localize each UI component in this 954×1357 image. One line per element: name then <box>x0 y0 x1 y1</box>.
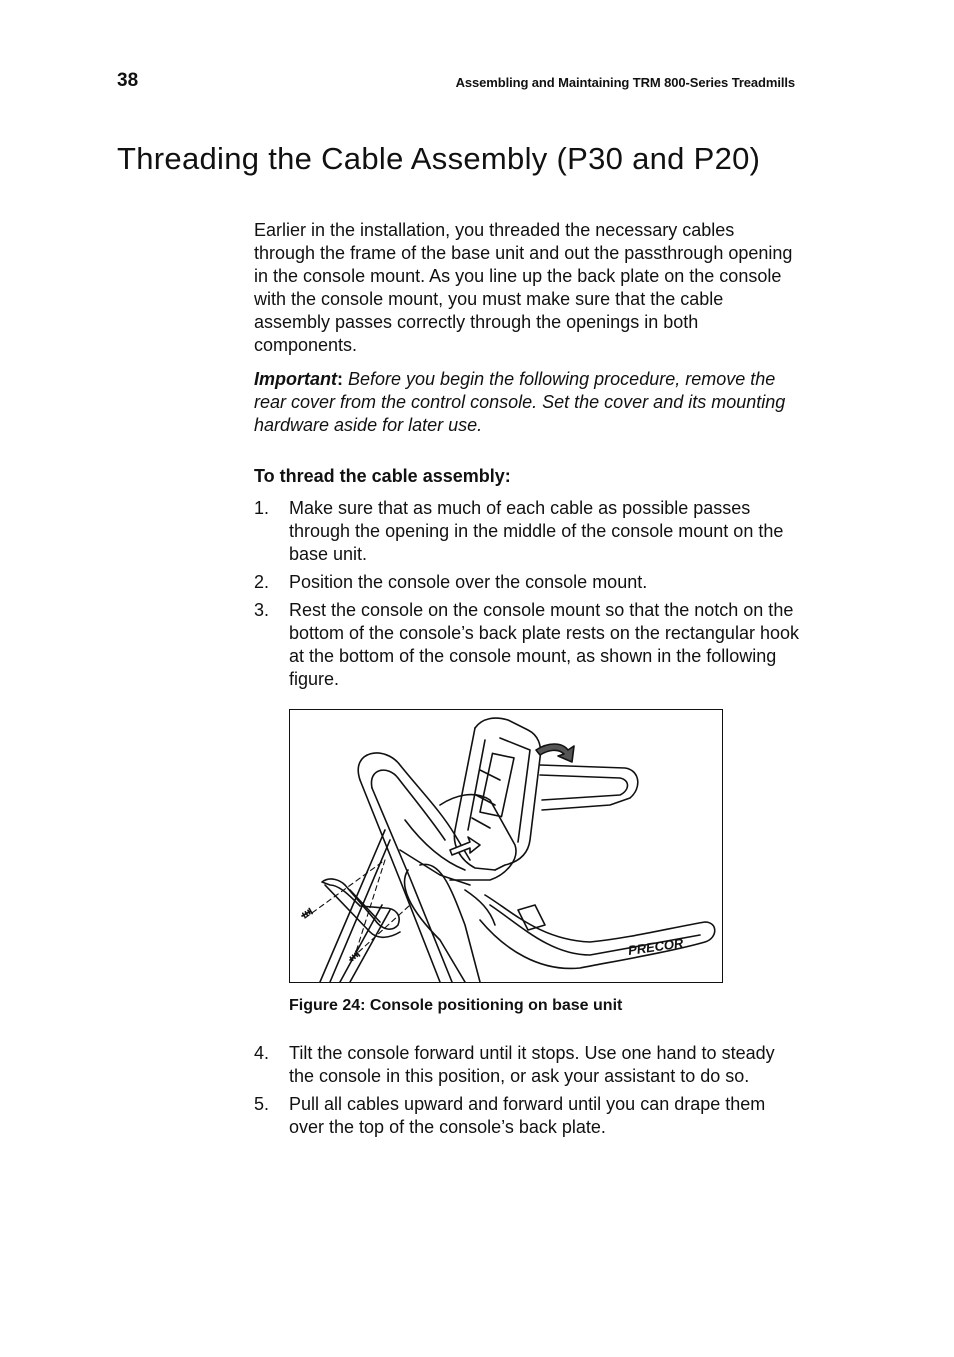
step-number: 3. <box>254 600 270 620</box>
procedure-heading: To thread the cable assembly: <box>254 466 511 486</box>
step-number: 4. <box>254 1043 270 1063</box>
alignment-line <box>352 905 410 958</box>
console-illustration <box>290 710 722 982</box>
running-header: Assembling and Maintaining TRM 800-Series Treadmills <box>455 75 795 90</box>
figure-caption: Figure 24: Console positioning on base unit <box>289 997 623 1014</box>
step-text: Tilt the console forward until it stops. Use one hand to steady the console in this position, or ask your assistant to do so. <box>289 1043 775 1086</box>
deck-rail <box>480 895 715 968</box>
page-number: 38 <box>117 70 139 91</box>
step-number: 2. <box>254 572 270 592</box>
step-text: Make sure that as much of each cable as possible passes through the opening in the middle of the console mount on the base unit. <box>289 498 784 564</box>
important-note <box>254 368 799 437</box>
section-title: Threading the Cable Assembly (P30 and P20) <box>117 141 761 176</box>
list-item <box>254 1093 799 1139</box>
list-item <box>254 1042 799 1088</box>
important-label: Important <box>254 369 337 389</box>
alignment-line <box>305 860 385 918</box>
list-item <box>254 571 799 594</box>
intro-paragraph: Earlier in the installation, you threaded the necessary cables through the frame of the base unit and out the passthrough opening in the console mount. As you line up the back plate on the console with the console mount, you must make sure that the cable assembly passes correctly through the openings in both components. <box>254 220 793 355</box>
tilt-arrow-icon <box>536 744 574 762</box>
important-text: Before you begin the following procedure, remove the rear cover from the control console. Set the cover and its mounting hardware aside for later use. <box>254 369 786 435</box>
steps-list <box>254 497 799 696</box>
list-item <box>254 497 799 566</box>
step-text: Rest the console on the console mount so that the notch on the bottom of the console’s back plate rests on the rectangular hook at the bottom of the console mount, as shown in the following figure. <box>289 600 799 689</box>
step-text: Position the console over the console mount. <box>289 572 648 592</box>
important-colon: : <box>337 369 343 389</box>
steps-list-continued <box>254 1042 799 1144</box>
brand-logo: PRECOR <box>627 935 685 958</box>
screw-icon <box>348 951 360 962</box>
figure-console-positioning <box>289 709 723 983</box>
step-number: 1. <box>254 498 270 518</box>
console-mount <box>440 795 516 880</box>
left-upright-frame <box>358 753 470 860</box>
step-number: 5. <box>254 1094 270 1114</box>
list-item <box>254 599 799 691</box>
right-handlebar <box>540 765 638 810</box>
step-text: Pull all cables upward and forward until you can drape them over the top of the console’s back plate. <box>289 1094 766 1137</box>
